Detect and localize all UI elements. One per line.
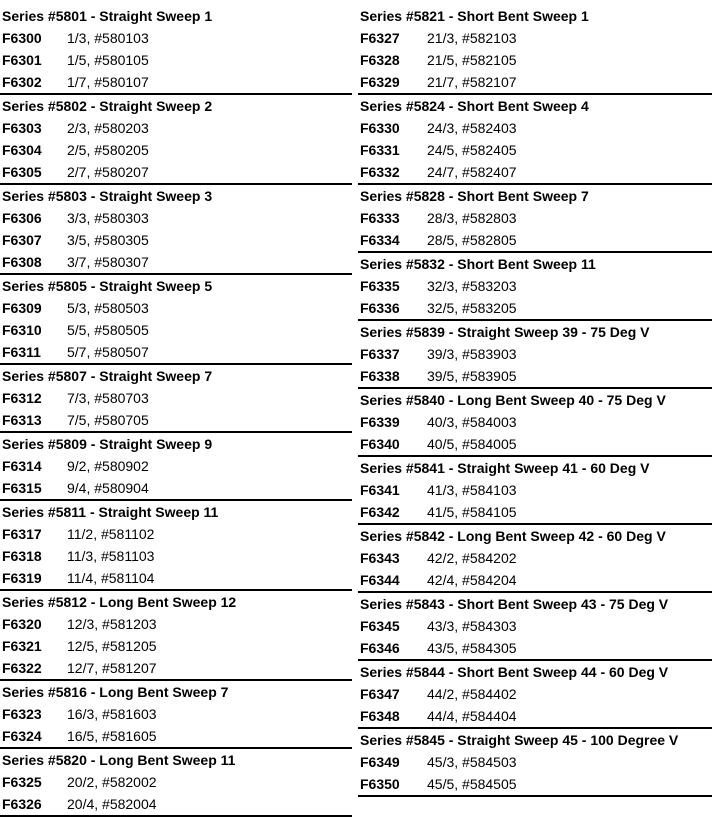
part-description: 39/5, #583905	[427, 368, 517, 384]
part-description: 42/2, #584202	[427, 550, 517, 566]
part-description: 43/5, #584305	[427, 640, 517, 656]
part-code: F6344	[360, 572, 400, 588]
part-description: 2/7, #580207	[67, 164, 149, 180]
series-section	[358, 661, 712, 729]
series-title: Series #5811 - Straight Sweep 11	[2, 504, 219, 520]
part-description: 42/4, #584204	[427, 572, 517, 588]
part-code: F6326	[2, 796, 42, 812]
part-row	[0, 229, 352, 251]
part-row	[0, 27, 352, 49]
part-code: F6321	[2, 638, 42, 654]
part-description: 16/3, #581603	[67, 706, 157, 722]
part-description: 3/7, #580307	[67, 254, 149, 270]
part-description: 45/5, #584505	[427, 776, 517, 792]
series-section	[0, 749, 352, 817]
part-row	[0, 725, 352, 747]
part-code: F6333	[360, 210, 400, 226]
part-row	[0, 793, 352, 815]
series-section	[0, 185, 352, 275]
series-section	[358, 729, 712, 797]
part-description: 44/4, #584404	[427, 708, 517, 724]
part-description: 5/3, #580503	[67, 300, 149, 316]
part-row	[0, 657, 352, 679]
part-row	[358, 411, 712, 433]
part-description: 11/2, #581102	[67, 526, 155, 542]
series-section	[358, 593, 712, 661]
part-code: F6324	[2, 728, 42, 744]
part-description: 5/5, #580505	[67, 322, 149, 338]
part-code: F6311	[2, 344, 41, 360]
series-title: Series #5821 - Short Bent Sweep 1	[360, 8, 589, 24]
series-section	[358, 185, 712, 253]
part-row	[0, 523, 352, 545]
part-row	[358, 479, 712, 501]
part-code: F6335	[360, 278, 400, 294]
part-row	[358, 27, 712, 49]
part-description: 43/3, #584303	[427, 618, 517, 634]
part-code: F6302	[2, 74, 42, 90]
series-section	[358, 253, 712, 321]
series-section	[0, 275, 352, 365]
part-code: F6310	[2, 322, 42, 338]
part-code: F6332	[360, 164, 400, 180]
part-row	[0, 251, 352, 273]
part-row	[0, 613, 352, 635]
part-code: F6315	[2, 480, 42, 496]
series-section	[0, 501, 352, 591]
part-code: F6323	[2, 706, 42, 722]
part-row	[358, 117, 712, 139]
series-section	[0, 681, 352, 749]
part-description: 2/5, #580205	[67, 142, 149, 158]
part-description: 21/3, #582103	[427, 30, 517, 46]
part-description: 44/2, #584402	[427, 686, 517, 702]
series-title: Series #5824 - Short Bent Sweep 4	[360, 98, 589, 114]
part-code: F6322	[2, 660, 42, 676]
part-description: 28/5, #582805	[427, 232, 517, 248]
part-row	[358, 637, 712, 659]
part-row	[0, 545, 352, 567]
part-code: F6309	[2, 300, 42, 316]
part-row	[0, 409, 352, 431]
series-section	[358, 95, 712, 185]
part-code: F6331	[360, 142, 400, 158]
series-title: Series #5809 - Straight Sweep 9	[2, 436, 213, 452]
series-title: Series #5845 - Straight Sweep 45 - 100 Degree V	[360, 732, 679, 748]
part-row	[0, 117, 352, 139]
part-description: 32/3, #583203	[427, 278, 517, 294]
part-row	[358, 751, 712, 773]
part-row	[0, 341, 352, 363]
part-code: F6325	[2, 774, 42, 790]
series-title: Series #5828 - Short Bent Sweep 7	[360, 188, 589, 204]
part-description: 20/4, #582004	[67, 796, 157, 812]
part-description: 5/7, #580507	[67, 344, 149, 360]
part-description: 24/3, #582403	[427, 120, 517, 136]
series-section	[0, 433, 352, 501]
part-row	[0, 49, 352, 71]
part-row	[358, 773, 712, 795]
series-section	[0, 591, 352, 681]
series-title: Series #5839 - Straight Sweep 39 - 75 Deg V	[360, 324, 650, 340]
part-row	[358, 275, 712, 297]
series-title: Series #5812 - Long Bent Sweep 12	[2, 594, 237, 610]
series-title: Series #5803 - Straight Sweep 3	[2, 188, 213, 204]
series-title: Series #5805 - Straight Sweep 5	[2, 278, 213, 294]
part-code: F6341	[360, 482, 400, 498]
part-description: 1/5, #580105	[67, 52, 149, 68]
part-description: 41/5, #584105	[427, 504, 517, 520]
part-description: 45/3, #584503	[427, 754, 517, 770]
part-row	[358, 683, 712, 705]
part-code: F6340	[360, 436, 400, 452]
part-code: F6301	[2, 52, 42, 68]
part-row	[0, 703, 352, 725]
part-description: 3/3, #580303	[67, 210, 149, 226]
part-description: 16/5, #581605	[67, 728, 157, 744]
part-row	[358, 161, 712, 183]
part-row	[358, 49, 712, 71]
part-code: F6328	[360, 52, 400, 68]
left-column	[0, 5, 352, 817]
series-title: Series #5807 - Straight Sweep 7	[2, 368, 213, 384]
part-code: F6308	[2, 254, 42, 270]
part-code: F6338	[360, 368, 400, 384]
part-code: F6342	[360, 504, 400, 520]
series-section	[0, 95, 352, 185]
part-row	[358, 297, 712, 319]
part-code: F6317	[2, 526, 42, 542]
series-title: Series #5802 - Straight Sweep 2	[2, 98, 213, 114]
part-row	[358, 71, 712, 93]
part-description: 1/3, #580103	[67, 30, 149, 46]
part-code: F6349	[360, 754, 400, 770]
part-code: F6345	[360, 618, 400, 634]
part-description: 12/7, #581207	[67, 660, 157, 676]
part-description: 7/3, #580703	[67, 390, 149, 406]
part-row	[358, 705, 712, 727]
part-code: F6330	[360, 120, 400, 136]
part-code: F6313	[2, 412, 42, 428]
part-code: F6300	[2, 30, 42, 46]
part-code: F6303	[2, 120, 42, 136]
part-code: F6347	[360, 686, 400, 702]
part-row	[0, 567, 352, 589]
part-description: 21/5, #582105	[427, 52, 517, 68]
part-row	[358, 615, 712, 637]
part-row	[0, 387, 352, 409]
part-description: 11/4, #581104	[67, 570, 155, 586]
part-code: F6334	[360, 232, 400, 248]
part-description: 24/5, #582405	[427, 142, 517, 158]
series-title: Series #5820 - Long Bent Sweep 11	[2, 752, 236, 768]
part-description: 32/5, #583205	[427, 300, 517, 316]
part-code: F6346	[360, 640, 400, 656]
part-code: F6337	[360, 346, 400, 362]
part-code: F6336	[360, 300, 400, 316]
part-row	[0, 139, 352, 161]
part-code: F6339	[360, 414, 400, 430]
part-row	[0, 771, 352, 793]
part-row	[0, 207, 352, 229]
part-row	[0, 319, 352, 341]
part-code: F6320	[2, 616, 42, 632]
part-row	[0, 635, 352, 657]
series-section	[358, 5, 712, 95]
part-row	[358, 207, 712, 229]
series-title: Series #5816 - Long Bent Sweep 7	[2, 684, 229, 700]
part-code: F6304	[2, 142, 42, 158]
part-code: F6348	[360, 708, 400, 724]
part-description: 39/3, #583903	[427, 346, 517, 362]
part-description: 12/5, #581205	[67, 638, 157, 654]
part-code: F6306	[2, 210, 42, 226]
part-code: F6312	[2, 390, 42, 406]
part-code: F6343	[360, 550, 400, 566]
part-description: 21/7, #582107	[427, 74, 517, 90]
part-description: 40/3, #584003	[427, 414, 517, 430]
part-row	[0, 161, 352, 183]
part-description: 9/2, #580902	[67, 458, 149, 474]
part-row	[358, 343, 712, 365]
part-row	[0, 477, 352, 499]
part-row	[0, 71, 352, 93]
part-row	[0, 455, 352, 477]
part-code: F6307	[2, 232, 42, 248]
part-row	[0, 297, 352, 319]
series-title: Series #5801 - Straight Sweep 1	[2, 8, 213, 24]
part-row	[358, 365, 712, 387]
part-description: 28/3, #582803	[427, 210, 517, 226]
series-title: Series #5841 - Straight Sweep 41 - 60 Deg V	[360, 460, 650, 476]
part-code: F6319	[2, 570, 42, 586]
part-description: 1/7, #580107	[67, 74, 149, 90]
part-code: F6314	[2, 458, 42, 474]
part-row	[358, 433, 712, 455]
part-code: F6305	[2, 164, 42, 180]
series-section	[0, 5, 352, 95]
series-section	[358, 457, 712, 525]
series-title: Series #5842 - Long Bent Sweep 42 - 60 Deg V	[360, 528, 666, 544]
series-section	[358, 389, 712, 457]
part-description: 3/5, #580305	[67, 232, 149, 248]
part-description: 40/5, #584005	[427, 436, 517, 452]
part-code: F6327	[360, 30, 400, 46]
part-description: 7/5, #580705	[67, 412, 149, 428]
part-description: 2/3, #580203	[67, 120, 149, 136]
series-title: Series #5844 - Short Bent Sweep 44 - 60 Deg V	[360, 664, 669, 680]
right-column	[358, 5, 712, 797]
part-description: 41/3, #584103	[427, 482, 517, 498]
part-code: F6318	[2, 548, 42, 564]
part-row	[358, 569, 712, 591]
part-row	[358, 547, 712, 569]
part-row	[358, 229, 712, 251]
part-description: 9/4, #580904	[67, 480, 149, 496]
series-title: Series #5840 - Long Bent Sweep 40 - 75 Deg V	[360, 392, 666, 408]
series-title: Series #5832 - Short Bent Sweep 11	[360, 256, 596, 272]
series-title: Series #5843 - Short Bent Sweep 43 - 75 Deg V	[360, 596, 669, 612]
part-code: F6329	[360, 74, 400, 90]
series-section	[358, 525, 712, 593]
series-section	[0, 365, 352, 433]
part-description: 20/2, #582002	[67, 774, 157, 790]
series-section	[358, 321, 712, 389]
part-code: F6350	[360, 776, 400, 792]
part-row	[358, 139, 712, 161]
part-row	[358, 501, 712, 523]
part-description: 11/3, #581103	[67, 548, 155, 564]
part-description: 12/3, #581203	[67, 616, 157, 632]
part-description: 24/7, #582407	[427, 164, 517, 180]
